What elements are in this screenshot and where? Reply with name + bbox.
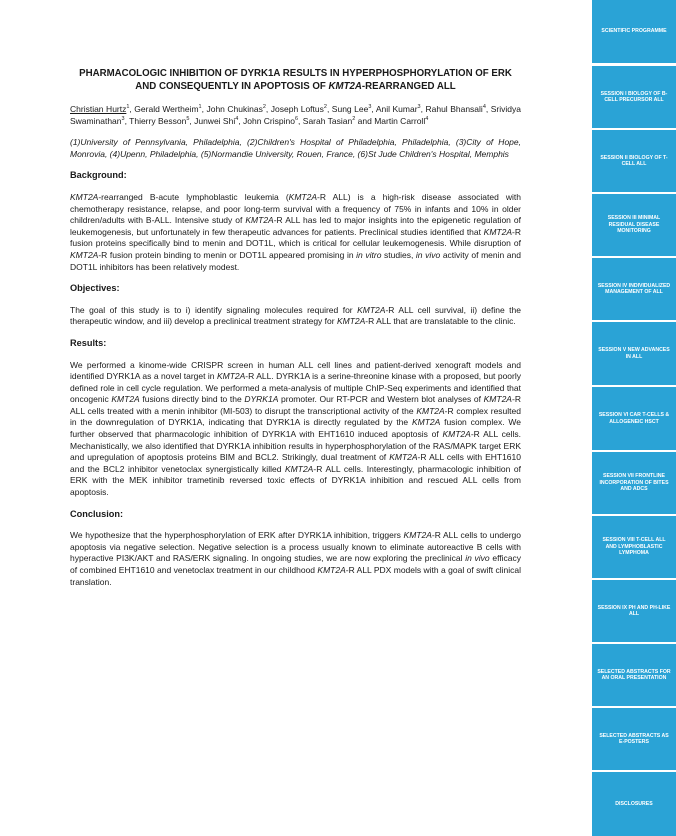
section-heading: Background:: [70, 170, 127, 181]
sidebar-item-label: SESSION VIII T-CELL ALL AND LYMPHOBLASTIC LYMPHOMA: [602, 537, 666, 557]
sidebar-item-label: SESSION VII FRONTLINE INCORPORATION OF BITES AND ADCS: [599, 473, 669, 493]
sidebar-item-1[interactable]: [592, 0, 676, 63]
sidebar-item-11[interactable]: [592, 644, 676, 706]
sidebar-item-8[interactable]: [592, 452, 676, 514]
author-list: Christian Hurtz$^1$, Gerald Wertheim$^1$, John Chukinas$^2$, Joseph Loftus$^2$, Sung Lee$^3$, Anil Kumar$^3$, Rahul Bhansali$^4$, Srividya Swaminathan$^3$, Thierry Besson$^5$, Junwei Shi$^4$, John Crispino$^6$, Sarah Tasian$^2$ and Martin Carroll$^4$: [70, 104, 521, 126]
sidebar-item-label: SCIENTIFIC PROGRAMME: [601, 28, 667, 35]
sidebar-item-13[interactable]: [592, 772, 676, 836]
section-text: We hypothesize that the hyperphosphorylation of ERK after DYRK1A inhibition, triggers KMT2A-R ALL cells to undergo apoptosis via negative selection. Negative selection is a process usually known to eliminate autoreactive B cells with hyperactive PI3K/AKT and RAS/ERK signaling. In ongoing studies, we are now exploring the preclinical in vivo efficacy of combined EHT1610 and venetoclax treatment in our childhood KMT2A-R ALL PDX models with a goal of swift clinical translation.: [70, 530, 522, 587]
section-text: KMT2A-rearranged B-acute lymphoblastic leukemia (KMT2A-R ALL) is a high-risk disease associated with chemotherapy resistance, relapse, and poor long-term survival with a frequency of 75% in infants and 10% in older children/adults with B-ALL. Intensive study of KMT2A-R ALL has led to major insights into the epigenetic regulation of leukemogenesis, but unfortunately in few therapeutic advances for patients. Preclinical studies identified that KMT2A-R fusion proteins specifically bind to menin and DOT1L, which is critical for cellular leukemogenesis. While disruption of KMT2A-R fusion protein binding to menin or DOT1L appeared promising in in vitro studies, in vivo activity of menin and DOT1L inhibitors has been relatively modest.: [70, 191, 521, 272]
sidebar-item-label: SESSION IV INDIVIDUALIZED MANAGEMENT OF ALL: [597, 282, 671, 295]
sidebar-item-label: SELECTED ABSTRACTS AS E-POSTERS: [599, 732, 669, 745]
section-text: The goal of this study is to i) identify signaling molecules required for KMT2A-R ALL cell survival, ii) define the therapeutic window, and iii) develop a preclinical treatment strategy for KMT2A-R ALL that are translatable to the clinic.: [70, 304, 521, 327]
abstract-content: [70, 68, 521, 588]
title-part-1: PHARMACOLOGIC INHIBITION OF DYRK1A RESULTS IN HYPERPHOSPHORYLATION OF ERK AND CONSEQUENTLY IN APOPTOSIS OF KMT2A-REARRANGED ALL: [79, 68, 512, 92]
affiliations: (1)University of Pennsylvania, Philadelphia, (2)Children's Hospital of Philadelphia, Philadelphia, (3)City of Hope, Monrovia, (4)Upenn, Philadelphia, (5)Normandie University, Rouen, France, (6)St Jude Children's Hospital, Memphis: [70, 137, 521, 159]
sidebar-item-label: SESSION I BIOLOGY OF B-CELL PRECURSOR ALL: [600, 90, 668, 103]
abstract-title: [70, 68, 521, 93]
sidebar-item-6[interactable]: [592, 322, 676, 385]
sidebar-item-10[interactable]: [592, 580, 676, 642]
sidebar-item-label: SESSION VI CAR T-CELLS & ALLOGENEIC HSCT: [598, 412, 670, 425]
sidebar-item-label: SESSION IX PH AND PH-LIKE ALL: [597, 604, 671, 617]
sidebar-item-7[interactable]: [592, 387, 676, 450]
section-heading: Conclusion:: [70, 508, 124, 519]
sidebar-item-12[interactable]: [592, 708, 676, 770]
section-background: [70, 170, 521, 273]
sidebar-item-label: SESSION V NEW ADVANCES IN ALL: [598, 347, 670, 360]
sidebar-item-label: SELECTED ABSTRACTS FOR AN ORAL PRESENTATION: [597, 668, 671, 681]
sidebar-item-4[interactable]: [592, 194, 676, 256]
programme-sidebar: [592, 0, 676, 836]
section-results: [70, 338, 521, 499]
section-heading: Objectives:: [70, 283, 120, 294]
sidebar-item-5[interactable]: [592, 258, 676, 320]
sidebar-item-label: SESSION III MINIMAL RESIDUAL DISEASE MONITORING: [607, 215, 661, 235]
section-conclusion: [70, 509, 521, 589]
sidebar-item-2[interactable]: [592, 66, 676, 128]
section-heading: Results:: [70, 337, 107, 348]
sidebar-item-label: DISCLOSURES: [615, 800, 653, 807]
section-text: We performed a kinome-wide CRISPR screen in human ALL cell lines and patient-derived xenograft models and identified DYRK1A as a novel target in KMT2A-R ALL. DYRK1A is a serine-threonine kinase with a proposed, but poorly defined role in cell cycle regulation. We performed a meta-analysis of multiple ChIP-Seq experiments and identified that oncogenic KMT2A fusions directly bind to the DYRK1A promoter. Our RT-PCR and Western blot analyses of KMT2A-R ALL cells treated with a menin inhibitor (MI-503) to disrupt the transcriptional activity of the KMT2A-R complex resulted in the downregulation of DYRK1A, indicating that DYRK1A is directly regulated by the KMT2A fusion complex. We further observed that pharmacologic inhibition of DYRK1A with EHT1610 induced apoptosis of KMT2A-R ALL cells. Mechanistically, we also identified that DYRK1A inhibition results in hyperphosphorylation of the RAS/MAPK target ERK and upregulation of apoptosis proteins BIM and BCL2. Strikingly, dual treatment of KMT2A-R ALL cells with EHT1610 and the BCL2 inhibitor venetoclax synergistically killed KMT2A-R ALL cells. Interestingly, pharmacologic inhibition of ERK with the MEK inhibitor trametinib reversed toxic effects of DYRK1A inhibition and rescued ALL cells from apoptosis.: [70, 359, 521, 498]
section-objectives: [70, 283, 521, 328]
sidebar-item-3[interactable]: [592, 130, 676, 192]
sidebar-item-label: SESSION II BIOLOGY OF T-CELL ALL: [600, 154, 668, 167]
sidebar-item-9[interactable]: [592, 516, 676, 578]
